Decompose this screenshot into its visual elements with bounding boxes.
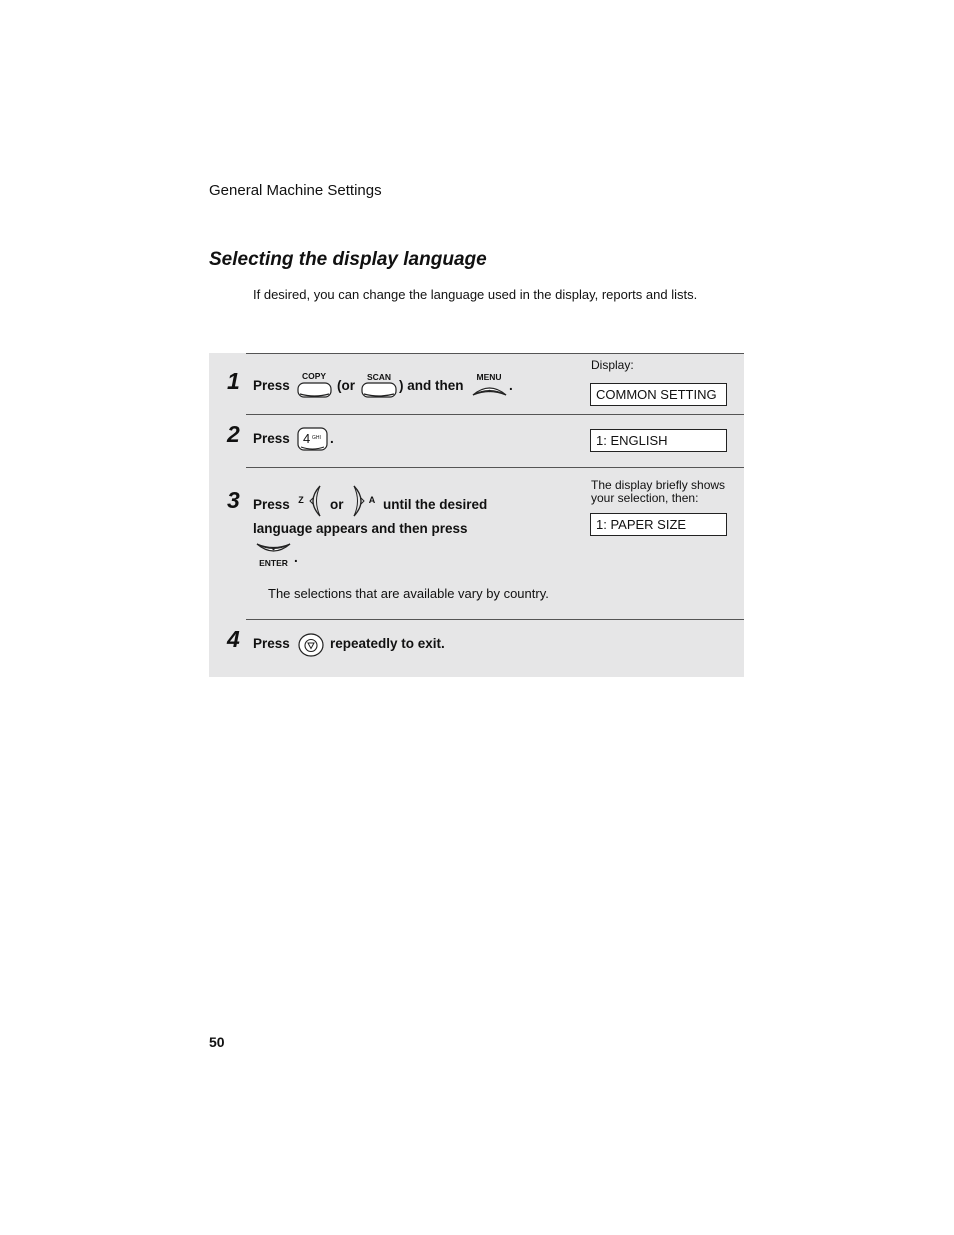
key-digit: 4 <box>303 431 311 446</box>
number-4-key-icon <box>297 427 328 451</box>
right-key-letter: A <box>368 495 376 505</box>
step-4-number: 4 <box>227 626 240 652</box>
display-caption-line-2: your selection, then: <box>591 491 699 505</box>
left-key-letter: Z <box>298 495 304 505</box>
step-2-number: 2 <box>227 421 240 447</box>
divider <box>246 467 744 468</box>
copy-key-icon <box>297 381 332 399</box>
enter-key-label: ENTER <box>259 558 288 568</box>
lcd-display-step-3: 1: PAPER SIZE <box>590 513 727 536</box>
key-letters: GHI <box>312 435 321 441</box>
menu-key-icon <box>471 382 508 400</box>
step-1-press-text: Press <box>253 378 290 393</box>
step-4-press-text: Press <box>253 636 290 651</box>
step-1-number: 1 <box>227 368 240 394</box>
step-3-note: The selections that are available vary by country. <box>268 586 549 601</box>
running-header: General Machine Settings <box>209 182 382 199</box>
divider <box>246 414 744 415</box>
left-arrow-key-icon <box>304 484 324 518</box>
menu-key-label: MENU <box>476 372 502 382</box>
step-3-line-2: language appears and then press <box>253 521 468 536</box>
intro-text: If desired, you can change the language used in the display, reports and lists. <box>253 287 698 302</box>
copy-key-label: COPY <box>301 371 327 381</box>
section-title: Selecting the display language <box>209 249 487 270</box>
step-2-period: . <box>330 431 334 446</box>
page-number: 50 <box>209 1034 225 1050</box>
stop-key-icon <box>298 633 324 657</box>
enter-key-icon <box>255 540 292 558</box>
lcd-display-step-1: COMMON SETTING <box>590 383 727 406</box>
divider <box>246 353 744 354</box>
scan-key-icon <box>361 381 397 399</box>
step-3-press-text: Press <box>253 497 290 512</box>
step-3-number: 3 <box>227 487 240 513</box>
step-1-period: . <box>509 378 513 393</box>
divider <box>246 619 744 620</box>
step-2-press-text: Press <box>253 431 290 446</box>
step-1-and-then-text: ) and then <box>399 378 464 393</box>
step-4-tail-text: repeatedly to exit. <box>330 636 445 651</box>
display-caption-line-1: The display briefly shows <box>591 478 726 492</box>
display-caption: Display: <box>591 358 634 372</box>
lcd-display-step-2: 1: ENGLISH <box>590 429 727 452</box>
step-3-period: . <box>294 550 298 565</box>
step-3-or-text: or <box>330 497 344 512</box>
step-1-or-text: (or <box>337 378 355 393</box>
right-arrow-key-icon <box>350 484 370 518</box>
scan-key-label: SCAN <box>366 372 392 382</box>
step-3-until-text: until the desired <box>383 497 488 512</box>
